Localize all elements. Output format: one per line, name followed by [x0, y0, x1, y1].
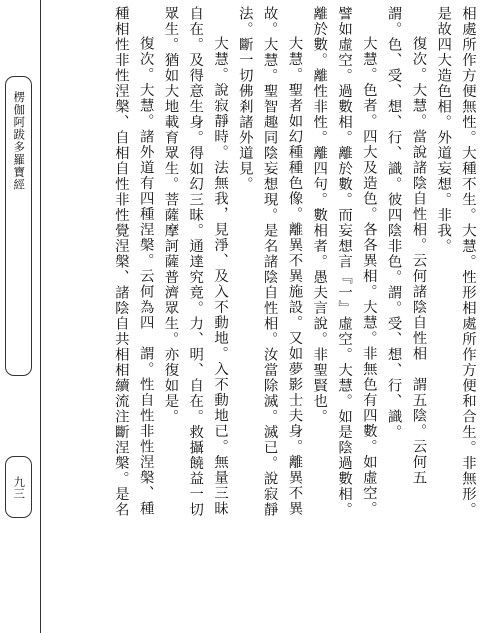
text-column: 故。大慧。聖智趣同陰妄想現。是名諸陰自性相。汝當除滅。滅已。說寂靜 [261, 6, 278, 518]
text-column: 大慧。色者。四大及造色。各各異相。大慧。非無色有四數。如虛空。 [360, 36, 377, 517]
text-column: 譬如虛空。過數相。離於數。而妄想言『一』虛空。大慧。如是陰過數相。 [336, 6, 353, 518]
text-column: 大慧。說寂靜時。法無我，見淨、及入不動地。入不動地已。無量三昧 [212, 36, 229, 517]
text-column: 相處所作方便無性。大種不生。大慧。性形相處所作方便和合生。非無形。 [460, 6, 476, 518]
text-column: 大慧。聖者如幻種種色像。離異不異施設。又如夢影士夫身。離異不異 [286, 36, 303, 517]
text-column: 復次。大慧。諸外道有四種涅槃。云何為四 謂。性自性非性涅槃、種 [137, 36, 154, 517]
text-column: 離於數。離性非性。離四句。數相者。愚夫言說。非聖賢也。 [311, 6, 328, 425]
text-column: 法。斷一切佛剎諸外道見。 [236, 6, 253, 192]
page-number: 九三 [12, 475, 27, 499]
margin-divider-line [40, 0, 41, 633]
text-column: 謂。色、受、想、行、識。彼四陰非色。謂。受、想、行、識。 [385, 6, 402, 440]
text-column: 復次。大慧。當說諸陰自性相。云何諸陰自性相 謂五陰。云何五 [410, 36, 427, 486]
scripture-text [44, 6, 480, 628]
text-column: 自在。及得意生身。得如幻三昧。通達究竟。力、明、自在。救攝饒益一切 [187, 6, 204, 518]
page-number-tab [5, 456, 32, 518]
sutra-title: 楞伽阿跋多羅寶經 [12, 91, 27, 191]
text-column: 是故四大造色相。外道妄想。非我。 [435, 6, 452, 254]
text-column: 種相性非性涅槃、自相自性非性覺涅槃、諸陰自共相相續流注斷涅槃。是名 [112, 6, 129, 518]
text-column: 眾生。猶如大地載育眾生。菩薩摩訶薩普濟眾生。亦復如是。 [162, 6, 179, 425]
sutra-title-tab [5, 76, 32, 376]
